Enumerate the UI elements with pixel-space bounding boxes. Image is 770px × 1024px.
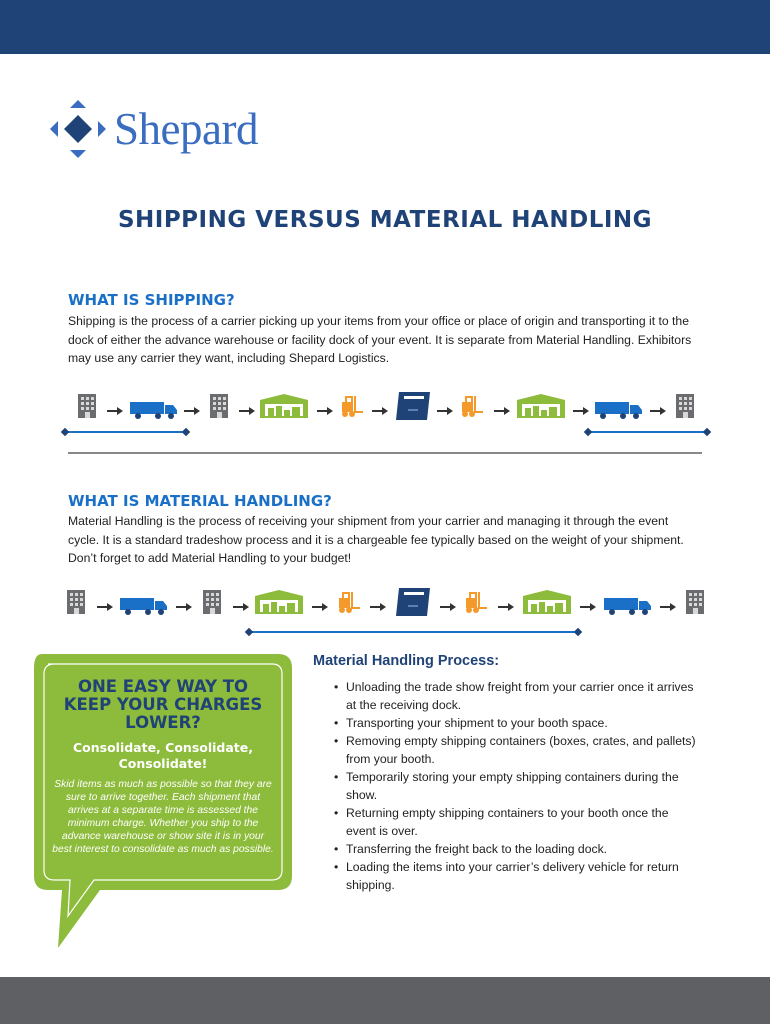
arrow-right-icon	[233, 598, 249, 616]
truck-icon	[604, 596, 652, 621]
material-handling-flow	[0, 588, 770, 618]
arrow-right-icon	[370, 598, 386, 616]
range-marker	[182, 428, 190, 436]
arrow-right-icon	[372, 402, 388, 420]
arrow-right-icon	[437, 402, 453, 420]
truck-icon	[130, 400, 178, 425]
building-icon	[206, 392, 232, 423]
forklift-icon	[337, 592, 361, 619]
callout-content	[52, 678, 274, 856]
shipping-body: Shipping is the process of a carrier picking up your items from your office or place of origin and transporting it to the dock of either the advance warehouse or facility dock of your event. It is separate from Material Handling. Exhibitors may use any carrier they want, including Shepard Logistics.	[68, 314, 692, 365]
arrow-right-icon	[573, 402, 589, 420]
warehouse-icon	[260, 394, 308, 423]
container-icon	[396, 392, 430, 425]
list-item: • Transporting your shipment to your booth space.	[330, 714, 700, 732]
process-title: Material Handling Process:	[313, 653, 500, 669]
callout-note: Skid items as much as possible so that they are sure to arrive together. Each shipment that arrives at a separate time is assessed the minimum charge. Whether you ship to the advance warehouse or show site it is in your best interest to consolidate as much as possible.	[52, 779, 274, 855]
shipping-heading: WHAT IS SHIPPING?	[68, 291, 235, 309]
truck-icon	[120, 596, 168, 621]
building-icon	[199, 588, 225, 619]
list-item: • Loading the items into your carrier’s delivery vehicle for return shipping.	[330, 858, 700, 894]
arrow-right-icon	[650, 402, 666, 420]
truck-icon	[595, 400, 643, 425]
brand-name: Shepard	[114, 104, 258, 154]
list-item: • Removing empty shipping containers (boxes, crates, and pallets) from your booth.	[330, 732, 700, 768]
shipping-range-left	[66, 431, 186, 433]
building-icon	[672, 392, 698, 423]
material-handling-range	[250, 631, 578, 633]
arrow-right-icon	[317, 402, 333, 420]
process-list	[330, 678, 700, 894]
arrow-right-icon	[312, 598, 328, 616]
logo	[50, 100, 258, 158]
section-divider	[68, 452, 702, 454]
building-icon	[63, 588, 89, 619]
building-icon	[74, 392, 100, 423]
range-marker	[584, 428, 592, 436]
arrow-right-icon	[176, 598, 192, 616]
range-marker	[245, 628, 253, 636]
page-title: SHIPPING VERSUS MATERIAL HANDLING	[117, 207, 653, 233]
list-item: • Unloading the trade show freight from your carrier once it arrives at the receiving dock.	[330, 678, 700, 714]
shipping-range-right	[589, 431, 707, 433]
shepard-diamond-icon	[50, 100, 106, 158]
building-icon	[682, 588, 708, 619]
arrow-right-icon	[494, 402, 510, 420]
list-item: • Transferring the freight back to the loading dock.	[330, 840, 700, 858]
range-marker	[574, 628, 582, 636]
forklift-icon	[460, 396, 484, 423]
range-marker	[61, 428, 69, 436]
arrow-right-icon	[239, 402, 255, 420]
arrow-right-icon	[580, 598, 596, 616]
callout-subtitle: Consolidate, Consolidate, Consolidate!	[72, 740, 254, 771]
arrow-right-icon	[440, 598, 456, 616]
arrow-right-icon	[107, 402, 123, 420]
warehouse-icon	[255, 590, 303, 619]
bottom-banner	[0, 977, 770, 1024]
container-icon	[396, 588, 430, 621]
warehouse-icon	[523, 590, 571, 619]
list-item: • Temporarily storing your empty shipping containers during the show.	[330, 768, 700, 804]
arrow-right-icon	[184, 402, 200, 420]
arrow-right-icon	[97, 598, 113, 616]
shipping-flow	[0, 392, 770, 422]
forklift-icon	[464, 592, 488, 619]
arrow-right-icon	[660, 598, 676, 616]
material-handling-heading: WHAT IS MATERIAL HANDLING?	[68, 492, 332, 510]
forklift-icon	[340, 396, 364, 423]
top-banner	[0, 0, 770, 54]
arrow-right-icon	[498, 598, 514, 616]
warehouse-icon	[517, 394, 565, 423]
material-handling-body: Material Handling is the process of receiving your shipment from your carrier and managing it through the event cycle. It is a standard tradeshow process and it is a chargeable fee typically based on the weight of your shipment. Don’t forget to add Material Handling to your budget!	[68, 514, 684, 565]
list-item: • Returning empty shipping containers to your booth once the event is over.	[330, 804, 700, 840]
callout-title: ONE EASY WAY TO KEEP YOUR CHARGES LOWER?	[63, 677, 263, 732]
range-marker	[703, 428, 711, 436]
